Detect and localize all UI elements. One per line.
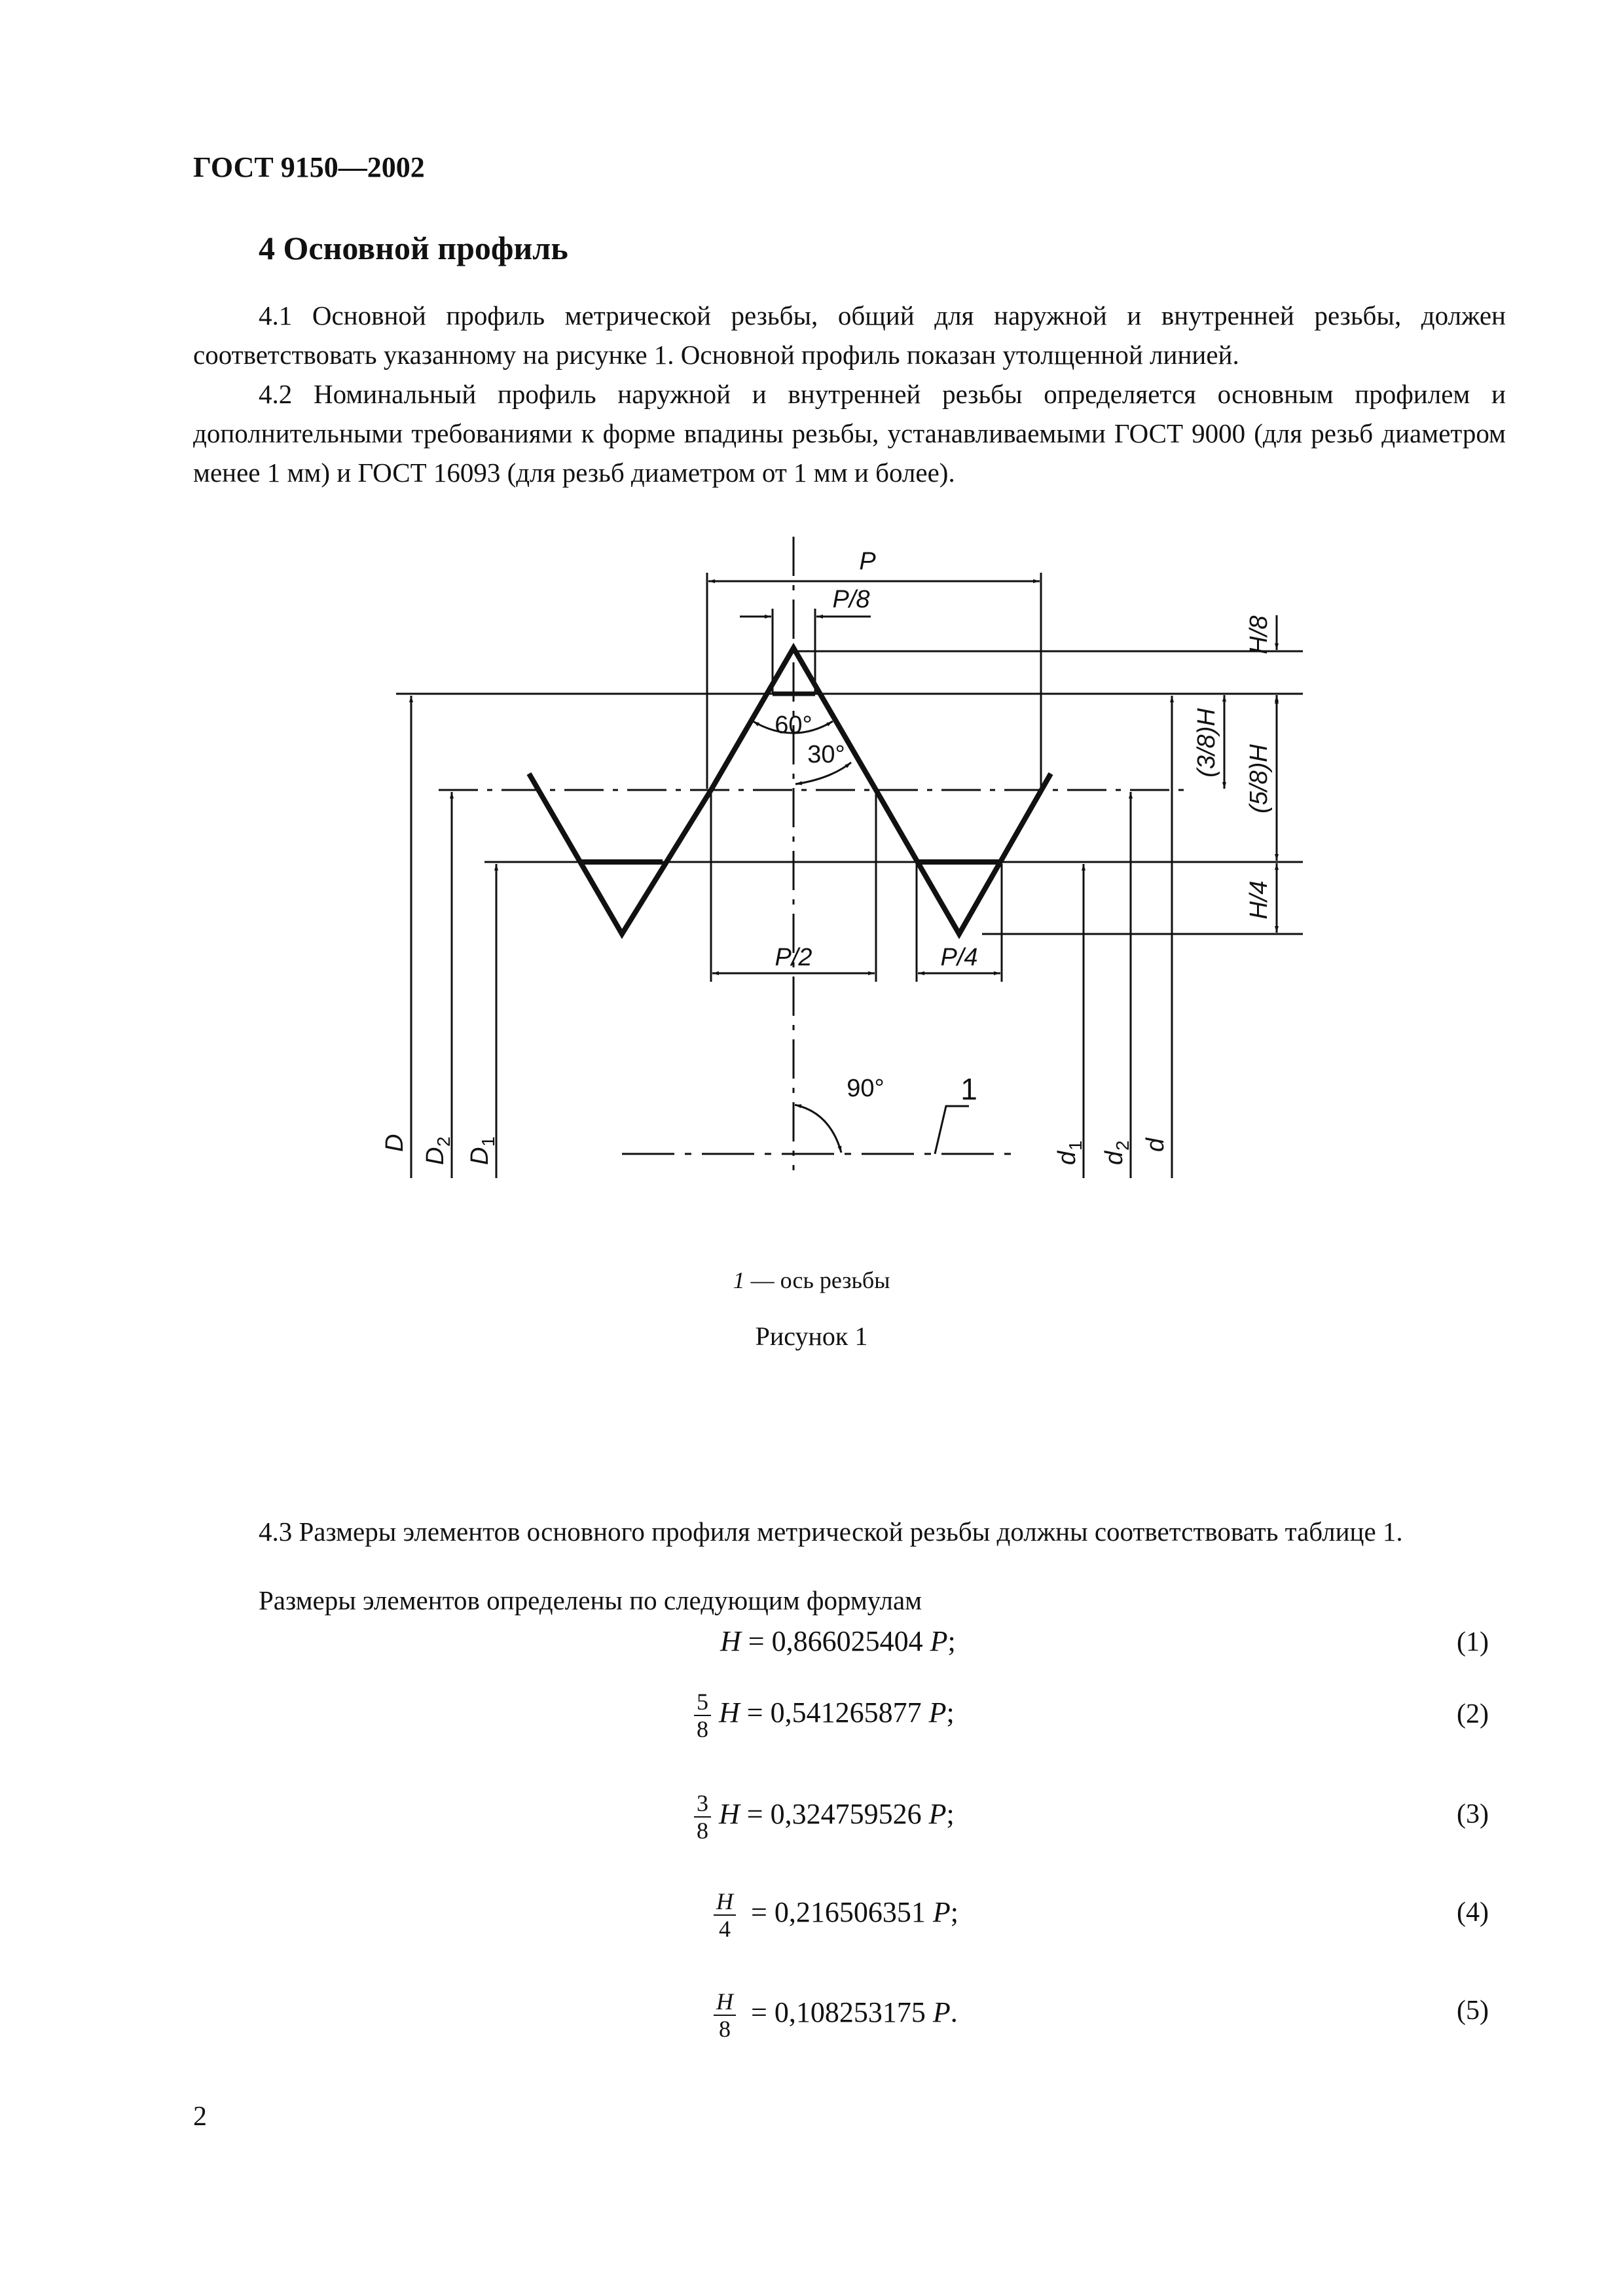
label-p4: P/4: [940, 944, 978, 971]
label-90deg: 90°: [847, 1075, 884, 1102]
formula-5-end: .: [950, 1996, 958, 2029]
formula-2-number: (2): [1457, 1699, 1489, 1729]
label-h8: H/8: [1245, 615, 1273, 655]
label-d: d: [1142, 1138, 1169, 1152]
formula-3-rhs: = 0,324759526: [746, 1798, 922, 1831]
formula-3-number: (3): [1457, 1799, 1489, 1829]
label-D2: D: [422, 1147, 449, 1165]
formula-2-frac-den: 8: [697, 1716, 708, 1742]
label-d1: d: [1053, 1151, 1081, 1165]
label-D1-sub: 1: [478, 1136, 498, 1147]
formula-2-frac-num: 5: [694, 1689, 711, 1716]
label-h38: (3/8)H: [1193, 708, 1220, 778]
label-D1: D: [466, 1147, 494, 1165]
label-p8: P/8: [832, 586, 870, 613]
formula-4-var: P: [932, 1896, 951, 1929]
formula-2-end: ;: [946, 1696, 955, 1729]
formula-5-var: P: [932, 1996, 951, 2029]
label-h58: (5/8)H: [1245, 744, 1273, 814]
formula-4-frac-num: H: [714, 1888, 736, 1916]
formula-4-number: (4): [1457, 1897, 1489, 1928]
label-D: D: [381, 1134, 409, 1152]
label-d1-sub: 1: [1065, 1140, 1085, 1151]
label-d2: d: [1101, 1151, 1128, 1165]
formula-2-lhs: H: [719, 1696, 740, 1729]
label-d2-sub: 2: [1112, 1140, 1133, 1151]
document-code-header: ГОСТ 9150—2002: [193, 151, 425, 183]
formula-3-lhs: H: [719, 1798, 740, 1831]
formula-1-end: ;: [947, 1625, 956, 1657]
legend-text: — ось резьбы: [744, 1267, 890, 1293]
formula-3-var: P: [928, 1798, 947, 1831]
label-h4: H/4: [1245, 880, 1273, 920]
label-30deg: 30°: [807, 741, 845, 768]
formula-1-lhs: H: [720, 1625, 741, 1657]
label-p: P: [859, 548, 876, 575]
formula-3-end: ;: [946, 1798, 955, 1831]
formula-5: [714, 1988, 958, 2042]
paragraph-formulas-intro: Размеры элементов определены по следующим формулам: [259, 1585, 922, 1615]
formula-5-rhs: = 0,108253175: [751, 1996, 926, 2029]
paragraph-4-3: 4.3 Размеры элементов основного профиля метрической резьбы должны соответствовать таблице 1.: [259, 1516, 1403, 1547]
formula-1-var: P: [930, 1625, 948, 1657]
formula-3-fraction: [694, 1790, 711, 1844]
figure-caption: Рисунок 1: [755, 1321, 868, 1351]
formula-1-rhs: = 0,866025404: [748, 1625, 923, 1657]
formula-3-frac-num: 3: [694, 1790, 711, 1818]
formula-4-end: ;: [950, 1896, 958, 1929]
label-p2: P/2: [775, 944, 812, 971]
label-60deg: 60°: [775, 711, 812, 739]
formula-4: [714, 1888, 958, 1942]
formula-3-frac-den: 8: [697, 1818, 708, 1844]
thread-profile-figure: [0, 537, 1623, 1309]
formula-5-number: (5): [1457, 1996, 1489, 2026]
formula-1: [720, 1624, 956, 1658]
formula-1-number: (1): [1457, 1627, 1489, 1657]
formula-2: [694, 1689, 955, 1742]
figure-legend: [0, 1266, 1623, 1294]
formula-2-var: P: [928, 1696, 947, 1729]
formula-4-fraction: [714, 1888, 736, 1942]
formula-5-frac-num: H: [714, 1988, 736, 2016]
formula-4-frac-den: 4: [719, 1916, 731, 1942]
formula-5-fraction: [714, 1988, 736, 2042]
formula-4-rhs: = 0,216506351: [751, 1896, 926, 1929]
label-D2-sub: 2: [433, 1136, 454, 1147]
formula-2-rhs: = 0,541265877: [746, 1696, 922, 1729]
paragraph-4-2: 4.2 Номинальный профиль наружной и внутренней резьбы определяется основным профилем и дополнительными требованиями к форме впадины резьбы, устанавливаемыми ГОСТ 9000 (для резьб диаметром менее 1 мм) и ГОСТ 16093 (для резьб диаметром от 1 мм и более).: [193, 379, 1506, 488]
formula-5-frac-den: 8: [719, 2016, 731, 2042]
formula-2-fraction: [694, 1689, 711, 1742]
section-title: 4 Основной профиль: [259, 230, 568, 266]
paragraph-4-1: 4.1 Основной профиль метрической резьбы, общий для наружной и внутренней резьбы, должен соответствовать указанному на рисунке 1. Основной профиль показан утолщенной линией.: [193, 300, 1506, 370]
page-number: 2: [193, 2102, 207, 2132]
label-leader-1: 1: [960, 1072, 977, 1106]
legend-number: 1: [733, 1267, 745, 1293]
formula-3: [694, 1790, 955, 1844]
